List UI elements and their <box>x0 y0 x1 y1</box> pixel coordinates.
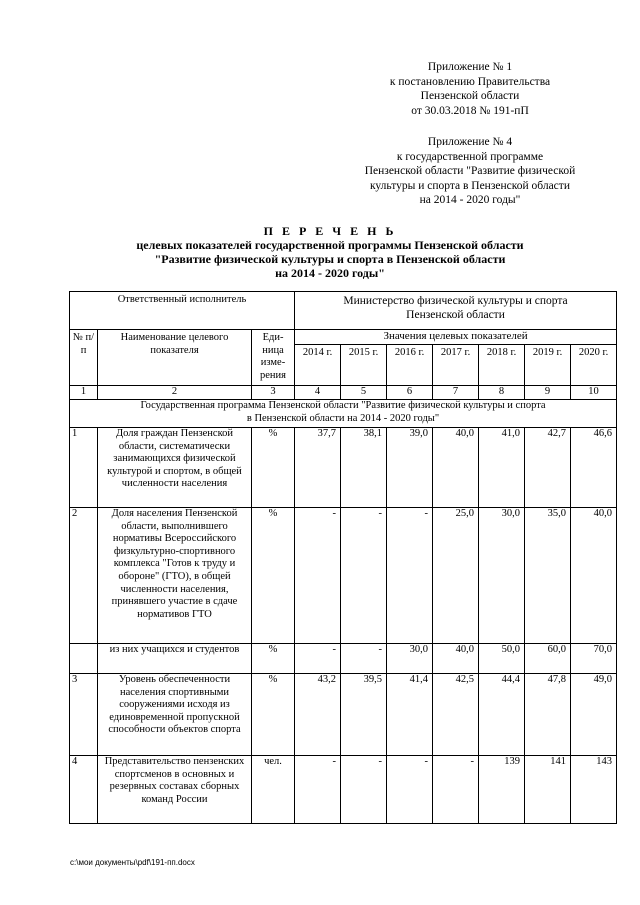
row-value: 43,2 <box>295 674 341 756</box>
appendix-4-line-4: культуры и спорта в Пензенской области <box>370 179 570 192</box>
row-value: - <box>341 508 387 644</box>
col-number: 3 <box>252 386 295 400</box>
responsible-value <box>295 292 617 330</box>
row-value: 141 <box>525 756 571 824</box>
row-value: 38,1 <box>341 428 387 508</box>
title-line-3: на 2014 - 2020 годы" <box>275 266 385 280</box>
col-number: 5 <box>341 386 387 400</box>
row-name: из них учащихся и студентов <box>98 644 252 674</box>
row-value: 41,4 <box>387 674 433 756</box>
table-row <box>70 428 617 508</box>
col-number: 1 <box>70 386 98 400</box>
row-value: 49,0 <box>571 674 617 756</box>
title-heading: П Е Р Е Ч Е Н Ь <box>263 224 397 238</box>
row-value: 39,0 <box>387 428 433 508</box>
row-value: 37,7 <box>295 428 341 508</box>
header-values: Значения целевых показателей <box>295 330 617 345</box>
row-unit: % <box>252 428 295 508</box>
year-2015: 2015 г. <box>341 345 387 386</box>
responsible-value-line-2: Пензенской области <box>406 309 505 321</box>
row-value: - <box>295 508 341 644</box>
title-line-2: "Развитие физической культуры и спорта в Пензенской области <box>154 252 506 266</box>
row-value: 44,4 <box>479 674 525 756</box>
row-value: 30,0 <box>387 644 433 674</box>
row-value: 50,0 <box>479 644 525 674</box>
header-num: № п/п <box>70 330 98 386</box>
row-num: 1 <box>70 428 98 508</box>
program-row <box>70 400 617 428</box>
row-name: Доля населения Пензенской области, выполнившего нормативы Всероссийского физкультурно-спортивного комплекса "Готов к труду и обороне" (ГТО), в общей численности населения, принявшего участие в сдаче нормативов ГТО <box>98 508 252 644</box>
file-path-footer: c:\мои документы\pdf\191-пп.docx <box>70 858 195 867</box>
row-value: 35,0 <box>525 508 571 644</box>
appendix-1-block <box>320 60 620 118</box>
appendix-1-line-2: к постановлению Правительства <box>389 75 551 88</box>
appendix-1-line-4: от 30.03.2018 № 191-пП <box>411 104 529 117</box>
row-name: Доля граждан Пензенской области, систематически занимающихся физической культурой и спортом, в общей численности населения <box>98 428 252 508</box>
indicators-table <box>69 291 617 824</box>
row-value: 42,5 <box>433 674 479 756</box>
appendix-4-line-3: Пензенской области "Развитие физической <box>364 165 576 177</box>
year-2020: 2020 г. <box>571 345 617 386</box>
row-value: 60,0 <box>525 644 571 674</box>
program-title-line-2: в Пензенской области на 2014 - 2020 годы" <box>246 412 440 424</box>
header-unit: Еди-ница изме-рения <box>252 330 295 386</box>
row-unit: чел. <box>252 756 295 824</box>
col-number: 4 <box>295 386 341 400</box>
year-2014: 2014 г. <box>295 345 341 386</box>
row-value: 40,0 <box>433 644 479 674</box>
year-2018: 2018 г. <box>479 345 525 386</box>
row-name: Представительство пензенских спортсменов в основных и резервных составах сборных команд России <box>98 756 252 824</box>
col-number: 2 <box>98 386 252 400</box>
year-2017: 2017 г. <box>433 345 479 386</box>
header-name: Наименование целевого показателя <box>98 330 252 386</box>
row-value: 40,0 <box>571 508 617 644</box>
row-value: 47,8 <box>525 674 571 756</box>
row-value: 41,0 <box>479 428 525 508</box>
program-title-line-1: Государственная программа Пензенской области "Развитие физической культуры и спорта <box>140 400 546 411</box>
appendix-4-block <box>320 135 620 208</box>
row-num: 4 <box>70 756 98 824</box>
row-value: 139 <box>479 756 525 824</box>
title-line-1: целевых показателей государственной программы Пензенской области <box>136 238 524 252</box>
table-row <box>70 756 617 824</box>
row-value: 40,0 <box>433 428 479 508</box>
column-numbers-row <box>70 386 617 400</box>
row-num: 2 <box>70 508 98 644</box>
row-num: 3 <box>70 674 98 756</box>
row-value: 30,0 <box>479 508 525 644</box>
responsible-value-line-1: Министерство физической культуры и спорта <box>343 295 568 307</box>
col-number: 7 <box>433 386 479 400</box>
table-row <box>70 644 617 674</box>
col-number: 9 <box>525 386 571 400</box>
row-value: - <box>295 644 341 674</box>
program-title <box>70 400 617 428</box>
row-unit: % <box>252 644 295 674</box>
row-value: - <box>295 756 341 824</box>
row-unit: % <box>252 508 295 644</box>
row-value: - <box>341 644 387 674</box>
appendix-4-line-1: Приложение № 4 <box>427 136 513 148</box>
appendix-1-line-1: Приложение № 1 <box>427 61 513 73</box>
header-row-1 <box>70 330 617 345</box>
table-row <box>70 674 617 756</box>
row-value: - <box>433 756 479 824</box>
row-value: 39,5 <box>341 674 387 756</box>
row-num <box>70 644 98 674</box>
year-2019: 2019 г. <box>525 345 571 386</box>
row-name: Уровень обеспеченности населения спортивными сооружениями исходя из единовременной пропускной способности объектов спорта <box>98 674 252 756</box>
row-unit: % <box>252 674 295 756</box>
responsible-row <box>70 292 617 330</box>
row-value: 143 <box>571 756 617 824</box>
row-value: 42,7 <box>525 428 571 508</box>
year-2016: 2016 г. <box>387 345 433 386</box>
appendix-4-line-2: к государственной программе <box>396 150 544 163</box>
col-number: 10 <box>571 386 617 400</box>
responsible-label: Ответственный исполнитель <box>70 292 295 330</box>
appendix-1-line-3: Пензенской области <box>420 90 520 102</box>
table-row <box>70 508 617 644</box>
col-number: 6 <box>387 386 433 400</box>
row-value: 70,0 <box>571 644 617 674</box>
document-title <box>60 224 600 280</box>
col-number: 8 <box>479 386 525 400</box>
row-value: - <box>341 756 387 824</box>
appendix-4-line-5: на 2014 - 2020 годы" <box>419 194 521 206</box>
row-value: 25,0 <box>433 508 479 644</box>
row-value: - <box>387 756 433 824</box>
row-value: 46,6 <box>571 428 617 508</box>
row-value: - <box>387 508 433 644</box>
